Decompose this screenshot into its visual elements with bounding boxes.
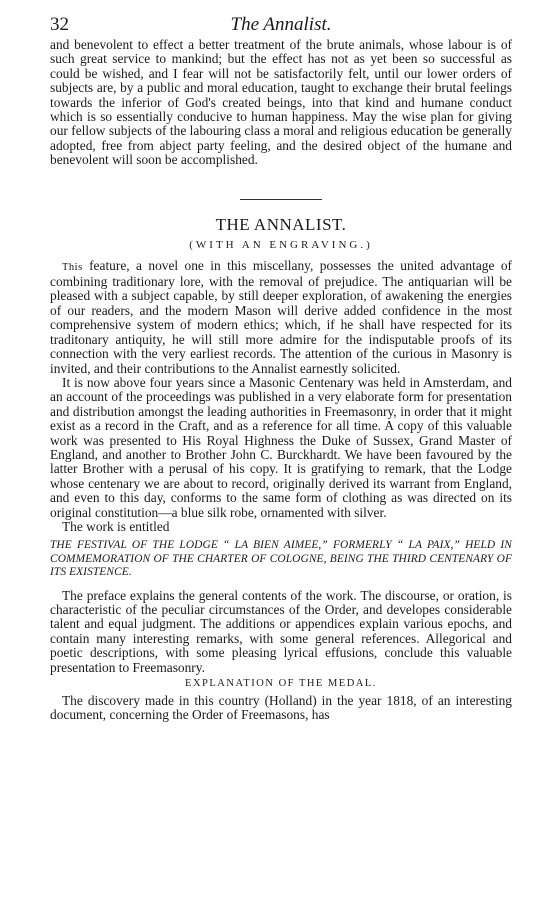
paragraph-feature-text: feature, a novel one in this miscellany, possesses the united advantage of combining traditionary lore, with the removal of prejudice. The antiquarian will be pleased with a subject capable, by still deeper exploration, of awakening the energies of our readers, and the modern Mason will derive added confidence in the most comprehensive system of modern ethics; which, if he shall have respected for its traditonary antiquity, he will still more admire for the indisputable proofs of its connection with the very earliest records. The attention of the curious in Masonry is invited, and their contributions to the Annalist earnestly solicited. xyxy=(50,257,512,376)
running-title: The Annalist. xyxy=(230,14,332,35)
first-word: This xyxy=(62,261,83,273)
work-title: THE FESTIVAL OF THE LODGE “ LA BIEN AIMEE,” FORMERLY “ LA PAIX,” HELD IN COMMEMORATION OF THE CHARTER OF COLOGNE, BEING THE THIRD CENTENARY OF ITS EXISTENCE. xyxy=(50,539,512,579)
page-header xyxy=(50,0,512,38)
section-title: THE ANNALIST. xyxy=(215,214,347,234)
section-divider xyxy=(240,199,322,200)
paragraph-preface: The preface explains the general contents of the work. The discourse, or oration, is characteristic of the peculiar circumstances of the Order, and developes considerable talent and equal judgment. The additions or appendices explain various epochs, and contain many interesting remarks, with some general references. Allegorical and poetic descriptions, with some pleasing lyrical effusions, conclude this valuable presentation to Freemasonry. xyxy=(50,587,512,675)
paragraph-centenary: It is now above four years since a Masonic Centenary was held in Amsterdam, and an account of the proceedings was published in a very elaborate form for presentation and distribution amongst the leading authorities in Freemasonry, in order that it might exist as a record in the Craft, and as a reference for all time. A copy of this valuable work was presented to His Royal Highness the Duke of Sussex, Grand Master of England, and another to Brother John C. Burckhardt. We have been favoured by the latter Brother with a perusal of his copy. It is gratifying to remark, that the Lodge whose centenary we are about to record, originally derived its warrant from England, and even to this day, conforms to the same form of clothing as was directed on its original constitution—a blue silk robe, ornamented with silver. xyxy=(50,374,512,520)
paragraph-feature xyxy=(50,259,512,376)
medal-subheading: EXPLANATION OF THE MEDAL. xyxy=(185,678,377,690)
page-number: 32 xyxy=(50,14,69,35)
intro-paragraph: and benevolent to effect a better treatment of the brute animals, whose labour is of such great service to mankind; but the effect has not as yet been so successful as could be wished, and I fear will not be satisfactorily felt, until our lower orders of subjects are, by a public and moral education, taught to exchange their brutal feelings towards the inferior of God's created beings, into that kind and humane conduct which is so essentially conducive to human happiness. May the wise plan for giving our fellow subjects of the labouring class a moral and religious education be generally adopted, free from abject party feeling, and the desired object of the humane and benevolent will soon be accomplished. xyxy=(50,37,512,168)
paragraph-discovery: The discovery made in this country (Holland) in the year 1818, of an interesting document, concerning the Order of Freemasons, has xyxy=(50,693,512,723)
paragraph-work-entitled: The work is entitled xyxy=(62,518,170,534)
section-subtitle: (WITH AN ENGRAVING.) xyxy=(189,238,373,251)
